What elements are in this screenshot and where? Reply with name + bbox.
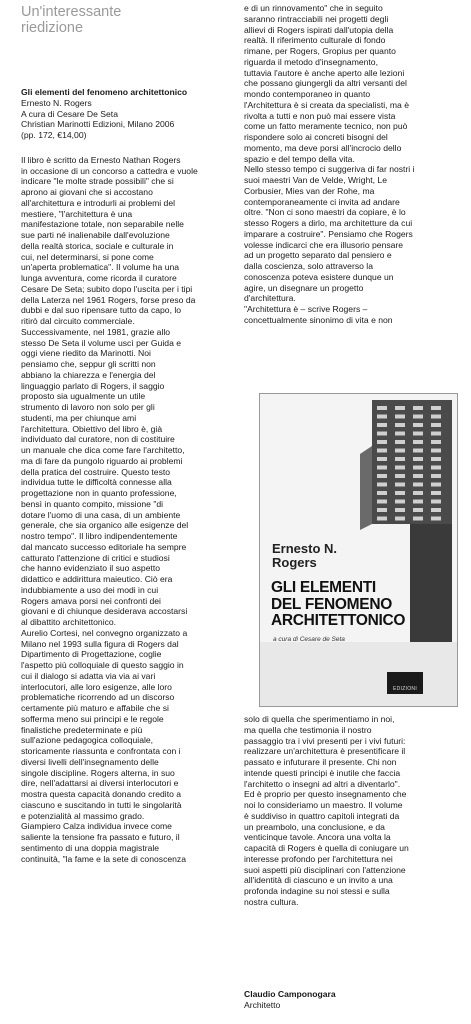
body-line: storicamente riassunta e confrontata con i [21,746,181,756]
cover-window [413,500,423,504]
cover-window [431,432,441,436]
body-line: stesso De Seta il volume uscì per Guida e [21,337,182,348]
body-line: che possano giungergli da altri versanti del [244,78,407,89]
book-info [21,87,225,141]
body-line: mondo contemporaneo in quanto [244,89,371,99]
body-line: nostro tempo". Il libro indipendentemente [21,531,178,541]
body-line: spazio e del tempo della vita. [244,153,355,164]
body-line: Ed è proprio per questo insegnamento che [244,789,407,800]
body-line: didattico e addirittura maieutico. Ciò era [21,574,173,584]
cover-window [431,508,441,512]
cover-author [272,542,337,570]
cover-title-line: DEL FENOMENO [271,595,392,613]
article-left-column [21,87,225,864]
body-line: mostra questa capacità donando credito a [21,789,182,799]
body-line: conoscenza poteva esistere dunque un [244,271,394,282]
body-line: Dipartimento di Progettazione, coglie [21,649,162,660]
body-line: Giampiero Calza individua invece come [21,821,172,832]
cover-window [395,491,405,495]
cover-window [395,483,405,487]
body-line: saliente la tensione fra passato e futuro, il [21,832,180,842]
body-line: individua tutte le difficoltà connesse alla [21,477,172,488]
body-line: intende questi principi è inutile che faccia [244,767,401,778]
cover-author-line: Rogers [272,555,317,570]
body-line: concettualmente sinonimo di vita e non [244,314,393,325]
body-line: proposto sia ugualmente un utile [21,391,146,402]
cover-window [413,449,423,453]
body-line: diversi livelli dell'insegnamento delle [21,756,159,767]
body-line: oltre. "Non ci sono maestri da copiare, è lo [244,207,406,218]
body-line: finalistiche predeterminate e più [21,724,143,735]
body-line: cui, nel determinarsi, si pone come [21,251,154,262]
body-line: rivolta a tutti e non può mai essere vista [244,110,396,121]
cover-window [413,517,423,521]
article-right-column-bottom [244,714,458,908]
body-line: generale, che sia organico alle esigenze del [21,520,189,531]
body-line: tuttavia l'autore è anche aperto alle lezioni [244,67,405,78]
body-line: e potenzialità al massimo grado. [21,810,145,821]
body-line: catturato l'attenzione di critici e studiosi [21,552,170,563]
body-line: Corbusier, Mies van der Rohe, ma [244,185,375,196]
body-line: all'architettura e introdurli ai problemi del [21,197,176,208]
body-line: è suddiviso in quattro capitoli integrati da [244,810,400,821]
body-line: agire, un disegnare un progetto [244,282,364,293]
body-line: dal mancato successo editoriale ha sempre [21,541,187,552]
body-line: sue parti né inalienabile dall'evoluzione [21,230,170,240]
body-line: contemporaneamente ci invita ad andare [244,196,400,207]
body-line: d'architettura. [244,293,296,304]
body-line: certamente più maturo e affabile che si [21,703,169,713]
cover-window [431,466,441,470]
body-line: un'aperta problematica". Il volume ha una [21,262,180,273]
body-line: passato e infuturare il presente. Chi non [244,757,397,767]
body-line: dalla coscienza, solo attraverso la [244,261,373,271]
body-line: all'identità di ciascuno e un invito a una [244,875,393,886]
body-line: linguaggio parlato di Rogers, il saggio [21,380,165,391]
body-line: l'aspetto più colloquiale di questo saggio in [21,660,184,670]
body-line: sofferma meno sui principi e le regole [21,713,164,724]
book-cover [259,393,458,707]
cover-window [413,474,423,478]
body-line: cui il dialogo si adatta via via ai vari [21,670,156,681]
cover-title [271,580,405,630]
body-line: pensiamo che, seppur gli scritti non [21,359,156,369]
body-line: della pratica del costruire. Questo testo [21,466,171,477]
body-line: ciascuno e suscitando in tutti le singolarità [21,799,182,810]
cover-window [413,491,423,495]
article-right-column-top [244,3,458,326]
book-title: Gli elementi del fenomeno architettonico [21,87,188,97]
cover-window [377,483,387,487]
cover-window [395,500,405,504]
body-line: profonda indagine su noi stessi e sulla [244,886,390,896]
cover-window [377,517,387,521]
cover-window [431,457,441,461]
body-line: abbiano la chiarezza e l'energia del [21,369,156,380]
body-line: lunga avventura, come ricorda il curatore [21,273,177,283]
cover-window [413,415,423,419]
body-line: momento, ma deve porsi all'incrocio dello [244,142,402,153]
cover-window [395,449,405,453]
body-line: progettazione non in quanto professione, [21,488,177,498]
body-line: Rogers amava porsi nei confronti dei [21,595,161,606]
body-line: l'architetto o insegni ad altri a diventarlo". [244,778,401,789]
cover-window [395,508,405,512]
body-line: allievi di Rogers ispirati dall'utopia della [244,24,394,35]
cover-window [377,508,387,512]
cover-window [395,457,405,461]
cover-author-line: Ernesto N. [272,541,338,556]
cover-window [413,406,423,410]
body-line: "Architettura è – scrive Rogers – [244,304,368,314]
cover-window [413,508,423,512]
cover-window [395,474,405,478]
body-line: noi lo consideriamo un maestro. Il volume [244,800,403,810]
body-line: un preambolo, una conclusione, e da [244,821,385,832]
signature-name: Claudio Camponogara [244,989,336,999]
cover-window [431,406,441,410]
body-line: suoi aspetti più disciplinari con l'attenzione [244,864,406,875]
cover-window [431,483,441,487]
signature-role: Architetto [244,1000,281,1010]
body-line: Aurelio Cortesi, nel convegno organizzato a [21,627,188,638]
cover-window [377,500,387,504]
body-line: che hanno evidenziato il suo aspetto [21,563,161,574]
body-line: passaggio tra i vivi presenti per i vivi futuri: [244,735,406,746]
body-line: mestiere, "l'architettura è una [21,208,133,219]
cover-title-line: ARCHITETTONICO [271,612,406,629]
body-line: bensì in quanto compito, missione "di [21,498,164,509]
body-line: Nello stesso tempo ci suggeriva di far nostri i [244,164,415,175]
body-line: manifestazione totale, non separabile nelle [21,219,184,230]
book-curator: A cura di Cesare De Seta [21,108,118,119]
cover-window [377,466,387,470]
cover-title-line: GLI ELEMENTI [271,579,376,596]
body-line: in occasione di un concorso a cattedra e vuole [21,165,198,176]
cover-window [395,440,405,444]
section-title-line: riedizione [21,20,84,36]
cover-window [377,491,387,495]
cover-window [377,406,387,410]
body-line: sentimento di una doppia magistrale [21,842,160,853]
body-line: dotare l'uomo di una casa, di un ambiente [21,509,181,520]
body-line: realizzare un'architettura è presentificare il [244,746,406,757]
body-line: aprono ai giovani che si accostano [21,187,153,197]
body-line: riguarda il metodo d'insegnamento, [244,56,378,67]
body-line: strumento di lavoro non solo per gli [21,402,155,412]
body-line: realtà. Il riferimento culturale di fondo [244,35,386,46]
cover-window [395,423,405,427]
cover-window [431,491,441,495]
cover-window [395,517,405,521]
body-line: imparare a costruire". Pensiamo che Rogers [244,228,413,239]
body-line: capacità di Rogers è quella di coniugare un [244,843,409,853]
body-line: volesse indicarci che era illusorio pensare [244,239,404,250]
body-line: rimane, per Rogers, Gropius per quanto [244,46,396,56]
book-author: Ernesto N. Rogers [21,97,92,108]
body-line: problematiche ricorrendo ad un discorso [21,692,175,703]
body-line: dire, nell'adattarsi ai diversi interlocutori e [21,778,179,789]
cover-curator: a cura di Cesare de Seta [273,636,345,643]
book-pages-price: (pp. 172, €14,00) [21,130,87,140]
cover-window [377,423,387,427]
body-line: Milano nel 1993 sulla figura di Rogers dal [21,638,179,649]
cover-window [377,415,387,419]
body-line: saranno rintracciabili nei progetti degli [244,13,389,24]
cover-window [413,432,423,436]
body-line: l'Architettura è si creata da specialisti, ma è [244,99,409,110]
body-line: giovani e di chiunque desiderava accostarsi [21,606,188,617]
body-line: l'architettura. Obiettivo del libro è, già [21,423,163,434]
body-line: interesse profondo per l'architettura nei [244,853,393,864]
signature [244,989,458,1011]
body-line: ma quella che testimonia il nostro [244,724,372,735]
article-body-left [21,155,225,865]
body-line: Cesare De Seta; subito dopo l'uscita per i tipi [21,283,193,294]
cover-window [377,457,387,461]
cover-window [431,517,441,521]
cover-window [431,440,441,444]
cover-window [377,440,387,444]
cover-window [431,474,441,478]
body-line: ad un progetto separato dal pensiero e [244,250,392,261]
body-line: continuità, "la fame e la sete di conoscenza [21,853,186,864]
publisher-logo [387,672,423,694]
body-line: singole discipline. Rogers alterna, in suo [21,767,175,778]
section-title [21,4,221,36]
body-line: ma di fare da pungolo riguardo ai problemi [21,455,183,466]
body-line: Successivamente, nel 1981, grazie allo [21,326,171,337]
cover-window [377,474,387,478]
book-publisher: Christian Marinotti Edizioni, Milano 2006 [21,119,175,130]
cover-window [413,423,423,427]
body-line: venticinque tavole. Ancora una volta la [244,832,391,843]
cover-window [395,432,405,436]
body-line: studenti, ma per chiunque ami [21,412,137,423]
spacer [21,141,225,155]
publisher-logo-text: EDIZIONI [392,686,418,692]
cover-window [431,500,441,504]
cover-window [395,406,405,410]
body-line: ritirò dal circuito commerciale. [21,316,135,326]
body-line: stesso Rogers a dirlo, ma architetture da cui [244,218,413,228]
body-line: indicare "le molte strade possibili" che si [21,176,174,187]
body-line: un manuale che dica come fare l'architetto, [21,445,185,455]
cover-window [431,415,441,419]
body-line: individuato dal curatore, non di costituire [21,434,175,445]
cover-window [413,466,423,470]
body-line: dubbi e dal suo ripensare tutto da capo, lo [21,305,182,316]
body-line: della realtà storica, sociale e culturale in [21,240,174,251]
body-line: nostra cultura. [244,896,299,907]
body-line: rispondere solo ai concreti bisogni del [244,132,388,142]
body-line: solo di quella che sperimentiamo in noi, [244,714,395,724]
body-line: suoi maestri Van de Velde, Wright, Le [244,175,387,185]
body-line: oggi viene riedito da Marinotti. Noi [21,348,151,359]
cover-window [413,457,423,461]
section-title-line: Un'interessante [21,4,122,20]
body-line: indubbiamente a uso dei modi in cui [21,584,159,595]
cover-window [395,466,405,470]
body-line: della Laterza nel 1961 Rogers, forse preso da [21,294,196,305]
cover-window [377,449,387,453]
cover-window [431,423,441,427]
body-line: come un fatto meramente tecnico, non può [244,121,408,132]
body-line: e di un rinnovamento" che in seguito [244,3,383,13]
cover-window [413,483,423,487]
cover-window [431,449,441,453]
body-line: sull'azione pedagogica colloquiale, [21,735,154,746]
body-line: al dibattito architettonico. [21,617,117,627]
cover-window [395,415,405,419]
body-line: Il libro è scritto da Ernesto Nathan Rogers [21,154,181,165]
cover-window [413,440,423,444]
body-line: interlocutori, alle loro esigenze, alle loro [21,681,172,692]
cover-window [377,432,387,436]
